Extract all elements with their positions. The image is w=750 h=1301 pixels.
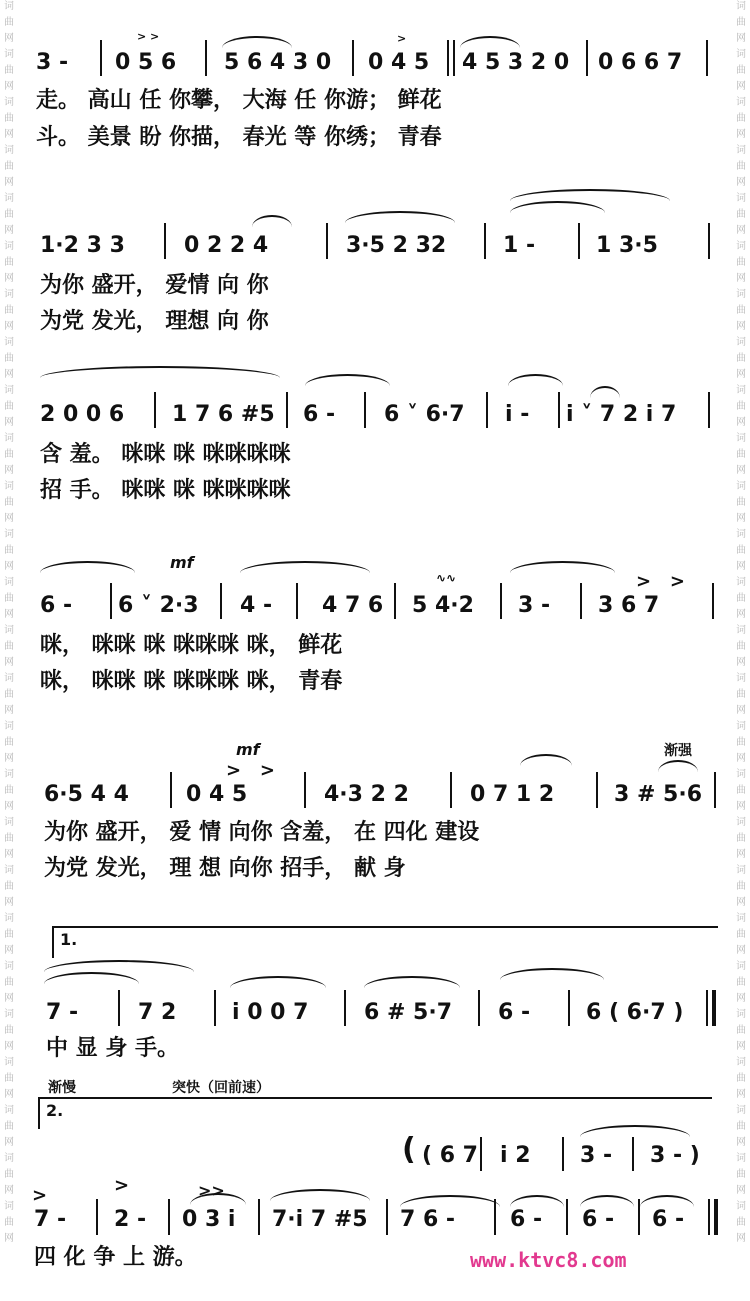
note-group: 2 0 0 6 [40,402,125,427]
note-group: 6 - [510,1207,543,1232]
watermark-glyph: 词 [4,769,14,780]
watermark-glyph: 曲 [4,113,14,124]
lyric-verse-1: 为你 盛开， 爱 情 向你 含羞， 在 四化 建设 [44,820,480,845]
watermark-glyph: 网 [4,753,14,764]
watermark-glyph: 词 [736,289,746,300]
watermark-glyph: 曲 [736,833,746,844]
watermark-glyph: 曲 [736,929,746,940]
watermark-glyph: 网 [4,1233,14,1244]
note-group: i 0 0 7 [232,1000,309,1025]
watermark-glyph: 网 [736,1137,746,1148]
watermark-glyph: 网 [736,417,746,428]
watermark-glyph: 曲 [736,113,746,124]
note-group: 3 - [518,593,551,618]
note-group: 7 6 - [400,1207,456,1232]
watermark-glyph: 网 [4,657,14,668]
lyric-verse-1: 走。 高山 任 你攀， 大海 任 你游； 鲜花 [36,88,442,113]
watermark-glyph: 曲 [736,305,746,316]
watermark-glyph: 网 [736,657,746,668]
note-group: 0 6 6 7 [598,50,683,75]
watermark-glyph: 曲 [4,593,14,604]
watermark-glyph: 曲 [4,929,14,940]
watermark-glyph: 词 [4,49,14,60]
lyric-verse-2: 招 手。 咪咪 咪 咪咪咪咪 [40,478,291,503]
watermark-glyph: 词 [4,433,14,444]
watermark-glyph: 曲 [736,689,746,700]
lyric-verse-1: 四 化 争 上 游。 [34,1245,197,1270]
watermark-glyph: 网 [736,1185,746,1196]
watermark-glyph: 网 [4,897,14,908]
left-watermark-strip [0,0,18,1301]
watermark-glyph: 曲 [4,785,14,796]
note-group: 0 4 5 [186,782,248,807]
watermark-glyph: 网 [736,609,746,620]
watermark-glyph: 词 [4,865,14,876]
watermark-glyph: 网 [4,1041,14,1052]
crescendo-mark: 渐强 [664,743,692,759]
watermark-glyph: 网 [4,177,14,188]
note-group: 4·3 2 2 [324,782,409,807]
watermark-glyph: 曲 [736,1073,746,1084]
watermark-glyph: 网 [736,177,746,188]
watermark-glyph: 词 [4,241,14,252]
watermark-glyph: 曲 [736,1025,746,1036]
watermark-glyph: 词 [736,1057,746,1068]
watermark-glyph: 词 [736,1009,746,1020]
note-group: 6 ˅ 2·3 [118,593,199,618]
watermark-glyph: 词 [4,1153,14,1164]
watermark-glyph: 词 [4,817,14,828]
watermark-glyph: 曲 [4,1073,14,1084]
lyric-verse-2: 斗。 美景 盼 你描， 春光 等 你绣； 青春 [36,125,442,150]
watermark-glyph: 曲 [736,641,746,652]
ending-2-bracket: 2. [38,1097,712,1129]
note-group: 4 5 3 2 0 [462,50,570,75]
watermark-glyph: 网 [4,465,14,476]
note-group: 2 - [114,1207,147,1232]
lyric-verse-1: 含 羞。 咪咪 咪 咪咪咪咪 [40,442,291,467]
watermark-glyph: 网 [736,993,746,1004]
watermark-glyph: 曲 [736,449,746,460]
watermark-glyph: 词 [736,817,746,828]
watermark-glyph: 网 [736,33,746,44]
note-group: 0 7 1 2 [470,782,555,807]
note-group: 6 # 5·7 [364,1000,453,1025]
ritard-mark: 渐慢 [48,1080,76,1096]
watermark-glyph: 网 [736,81,746,92]
watermark-glyph: 网 [736,705,746,716]
watermark-glyph: 词 [4,97,14,108]
lyric-verse-2: 为党 发光， 理 想 向你 招手， 献 身 [44,856,406,881]
watermark-glyph: 曲 [4,689,14,700]
lyric-verse-2: 为党 发光， 理想 向 你 [40,309,269,334]
watermark-glyph: 词 [736,913,746,924]
watermark-glyph: 曲 [4,209,14,220]
watermark-glyph: 网 [736,465,746,476]
watermark-glyph: 词 [4,481,14,492]
note-group: 6 - [582,1207,615,1232]
watermark-glyph: 网 [736,1233,746,1244]
watermark-glyph: 曲 [736,1121,746,1132]
watermark-glyph: 曲 [736,977,746,988]
watermark-glyph: 网 [4,705,14,716]
watermark-glyph: 词 [736,673,746,684]
watermark-glyph: 词 [736,337,746,348]
note-group: 3 # 5·6 [614,782,703,807]
watermark-glyph: 曲 [736,161,746,172]
note-group: 7 - [46,1000,79,1025]
lyric-verse-1: 咪， 咪咪 咪 咪咪咪 咪， 鲜花 [40,633,343,658]
watermark-glyph: 网 [736,513,746,524]
note-group: 7 - [34,1207,67,1232]
note-group: 0 5 6 [115,50,177,75]
note-group: 1 7 6 #5 [172,402,275,427]
note-group: 1 3·5 [596,233,658,258]
watermark-glyph: 网 [736,225,746,236]
note-group: 5 6 4 3 0 [224,50,332,75]
watermark-glyph: 词 [4,1105,14,1116]
watermark-glyph: 词 [736,193,746,204]
note-group: 3·5 2 32 [346,233,447,258]
note-group: 6 ( 6·7 ) [586,1000,684,1025]
watermark-glyph: 网 [4,369,14,380]
dynamic-mf: mf [236,740,260,759]
watermark-glyph: 词 [4,337,14,348]
watermark-glyph: 曲 [4,1121,14,1132]
watermark-glyph: 网 [4,1185,14,1196]
watermark-glyph: 网 [4,993,14,1004]
watermark-glyph: 网 [4,417,14,428]
watermark-glyph: 曲 [4,401,14,412]
watermark-glyph: 曲 [4,497,14,508]
right-watermark-strip [732,0,750,1301]
watermark-glyph: 曲 [4,353,14,364]
note-group: i - [505,402,530,427]
ending-1-bracket: 1. [52,926,718,958]
watermark-glyph: 词 [736,1,746,12]
watermark-glyph: 网 [736,801,746,812]
watermark-glyph: 词 [4,577,14,588]
watermark-glyph: 曲 [4,161,14,172]
watermark-glyph: 网 [4,561,14,572]
watermark-glyph: 曲 [736,881,746,892]
watermark-glyph: 网 [736,945,746,956]
watermark-glyph: 网 [736,321,746,332]
watermark-glyph: 网 [4,513,14,524]
note-group: i ˅ 7 2 i 7 [566,402,677,427]
watermark-glyph: 词 [736,961,746,972]
watermark-glyph: 曲 [736,209,746,220]
note-group: 6·5 4 4 [44,782,129,807]
watermark-glyph: 词 [736,433,746,444]
watermark-glyph: 词 [736,1153,746,1164]
watermark-glyph: 曲 [736,737,746,748]
watermark-glyph: 词 [4,529,14,540]
watermark-glyph: 曲 [736,497,746,508]
watermark-glyph: 网 [736,273,746,284]
watermark-glyph: 曲 [4,545,14,556]
lyric-verse-1: 为你 盛开， 爱情 向 你 [40,273,269,298]
watermark-glyph: 词 [736,1201,746,1212]
watermark-glyph: 词 [4,625,14,636]
watermark-glyph: 曲 [736,1217,746,1228]
watermark-glyph: 网 [4,945,14,956]
watermark-glyph: 词 [736,385,746,396]
watermark-glyph: 词 [736,529,746,540]
watermark-glyph: 词 [4,1,14,12]
note-group: 1·2 3 3 [40,233,125,258]
watermark-glyph: 词 [736,49,746,60]
watermark-glyph: 词 [4,145,14,156]
watermark-glyph: 词 [4,721,14,732]
watermark-glyph: 曲 [4,1025,14,1036]
watermark-glyph: 曲 [4,1169,14,1180]
watermark-glyph: 曲 [4,449,14,460]
note-group: 0 4 5 [368,50,430,75]
watermark-glyph: 词 [4,913,14,924]
watermark-glyph: 曲 [736,17,746,28]
watermark-glyph: 曲 [736,545,746,556]
watermark-glyph: 网 [736,369,746,380]
note-group: 5 4·2 [412,593,474,618]
note-group: 4 - [240,593,273,618]
watermark-glyph: 网 [736,897,746,908]
watermark-glyph: 词 [4,961,14,972]
watermark-glyph: 曲 [736,593,746,604]
watermark-glyph: 曲 [736,65,746,76]
watermark-glyph: 词 [736,97,746,108]
watermark-glyph: 网 [736,129,746,140]
watermark-glyph: 网 [736,1089,746,1100]
watermark-glyph: 网 [4,1089,14,1100]
watermark-glyph: 曲 [4,977,14,988]
watermark-glyph: 词 [4,1201,14,1212]
watermark-glyph: 词 [4,193,14,204]
watermark-glyph: 网 [736,561,746,572]
watermark-glyph: 词 [736,625,746,636]
watermark-glyph: 词 [736,145,746,156]
note-group: 3 - [36,50,69,75]
tempo-mark: 突快（回前速） [172,1080,270,1096]
watermark-glyph: 曲 [736,353,746,364]
watermark-glyph: 词 [736,721,746,732]
note-group: 4 7 6 [322,593,384,618]
watermark-glyph: 网 [4,225,14,236]
watermark-glyph: 网 [736,1041,746,1052]
watermark-glyph: 词 [4,1009,14,1020]
lyric-verse-2: 咪， 咪咪 咪 咪咪咪 咪， 青春 [40,669,343,694]
watermark-glyph: 网 [4,609,14,620]
watermark-glyph: 曲 [4,881,14,892]
watermark-glyph: 词 [736,865,746,876]
watermark-glyph: 曲 [4,1217,14,1228]
watermark-glyph: 词 [736,1105,746,1116]
watermark-glyph: 网 [736,753,746,764]
watermark-glyph: 曲 [4,257,14,268]
watermark-glyph: 曲 [736,401,746,412]
dynamic-mf: mf [170,553,194,572]
watermark-glyph: 网 [4,33,14,44]
watermark-glyph: 词 [736,481,746,492]
site-watermark: www.ktvc8.com [470,1248,627,1272]
watermark-glyph: 网 [4,321,14,332]
watermark-glyph: 曲 [4,17,14,28]
note-group: 0 3 i [182,1207,236,1232]
note-group: 6 - [40,593,73,618]
intro-note-group: i 2 [500,1143,531,1168]
note-group: 6 ˅ 6·7 [384,402,465,427]
watermark-glyph: 词 [4,289,14,300]
watermark-glyph: 网 [4,129,14,140]
note-group: 0 2 2 4 [184,233,269,258]
watermark-glyph: 曲 [4,305,14,316]
watermark-glyph: 曲 [736,785,746,796]
note-group: 6 - [303,402,336,427]
note-group: 6 - [652,1207,685,1232]
watermark-glyph: 词 [4,1057,14,1068]
note-group: 6 - [498,1000,531,1025]
watermark-glyph: 网 [4,81,14,92]
watermark-glyph: 曲 [4,737,14,748]
lyric-verse-1: 中 显 身 手。 [46,1036,179,1061]
note-group: 3 6 7 [598,593,660,618]
intro-note-group: ( 6 7 [422,1143,478,1168]
watermark-glyph: 曲 [4,65,14,76]
note-group: 1 - [503,233,536,258]
watermark-glyph: 网 [4,849,14,860]
intro-note-group: 3 - ) [650,1143,700,1168]
watermark-glyph: 网 [4,801,14,812]
note-group: 7·i 7 #5 [272,1207,368,1232]
watermark-glyph: 词 [4,673,14,684]
watermark-glyph: 词 [736,769,746,780]
watermark-glyph: 词 [4,385,14,396]
watermark-glyph: 网 [736,849,746,860]
watermark-glyph: 曲 [736,257,746,268]
watermark-glyph: 词 [736,241,746,252]
intro-note-group: 3 - [580,1143,613,1168]
watermark-glyph: 网 [4,1137,14,1148]
watermark-glyph: 词 [736,577,746,588]
watermark-glyph: 曲 [4,641,14,652]
watermark-glyph: 网 [4,273,14,284]
watermark-glyph: 曲 [736,1169,746,1180]
note-group: 7 2 [138,1000,177,1025]
watermark-glyph: 曲 [4,833,14,844]
